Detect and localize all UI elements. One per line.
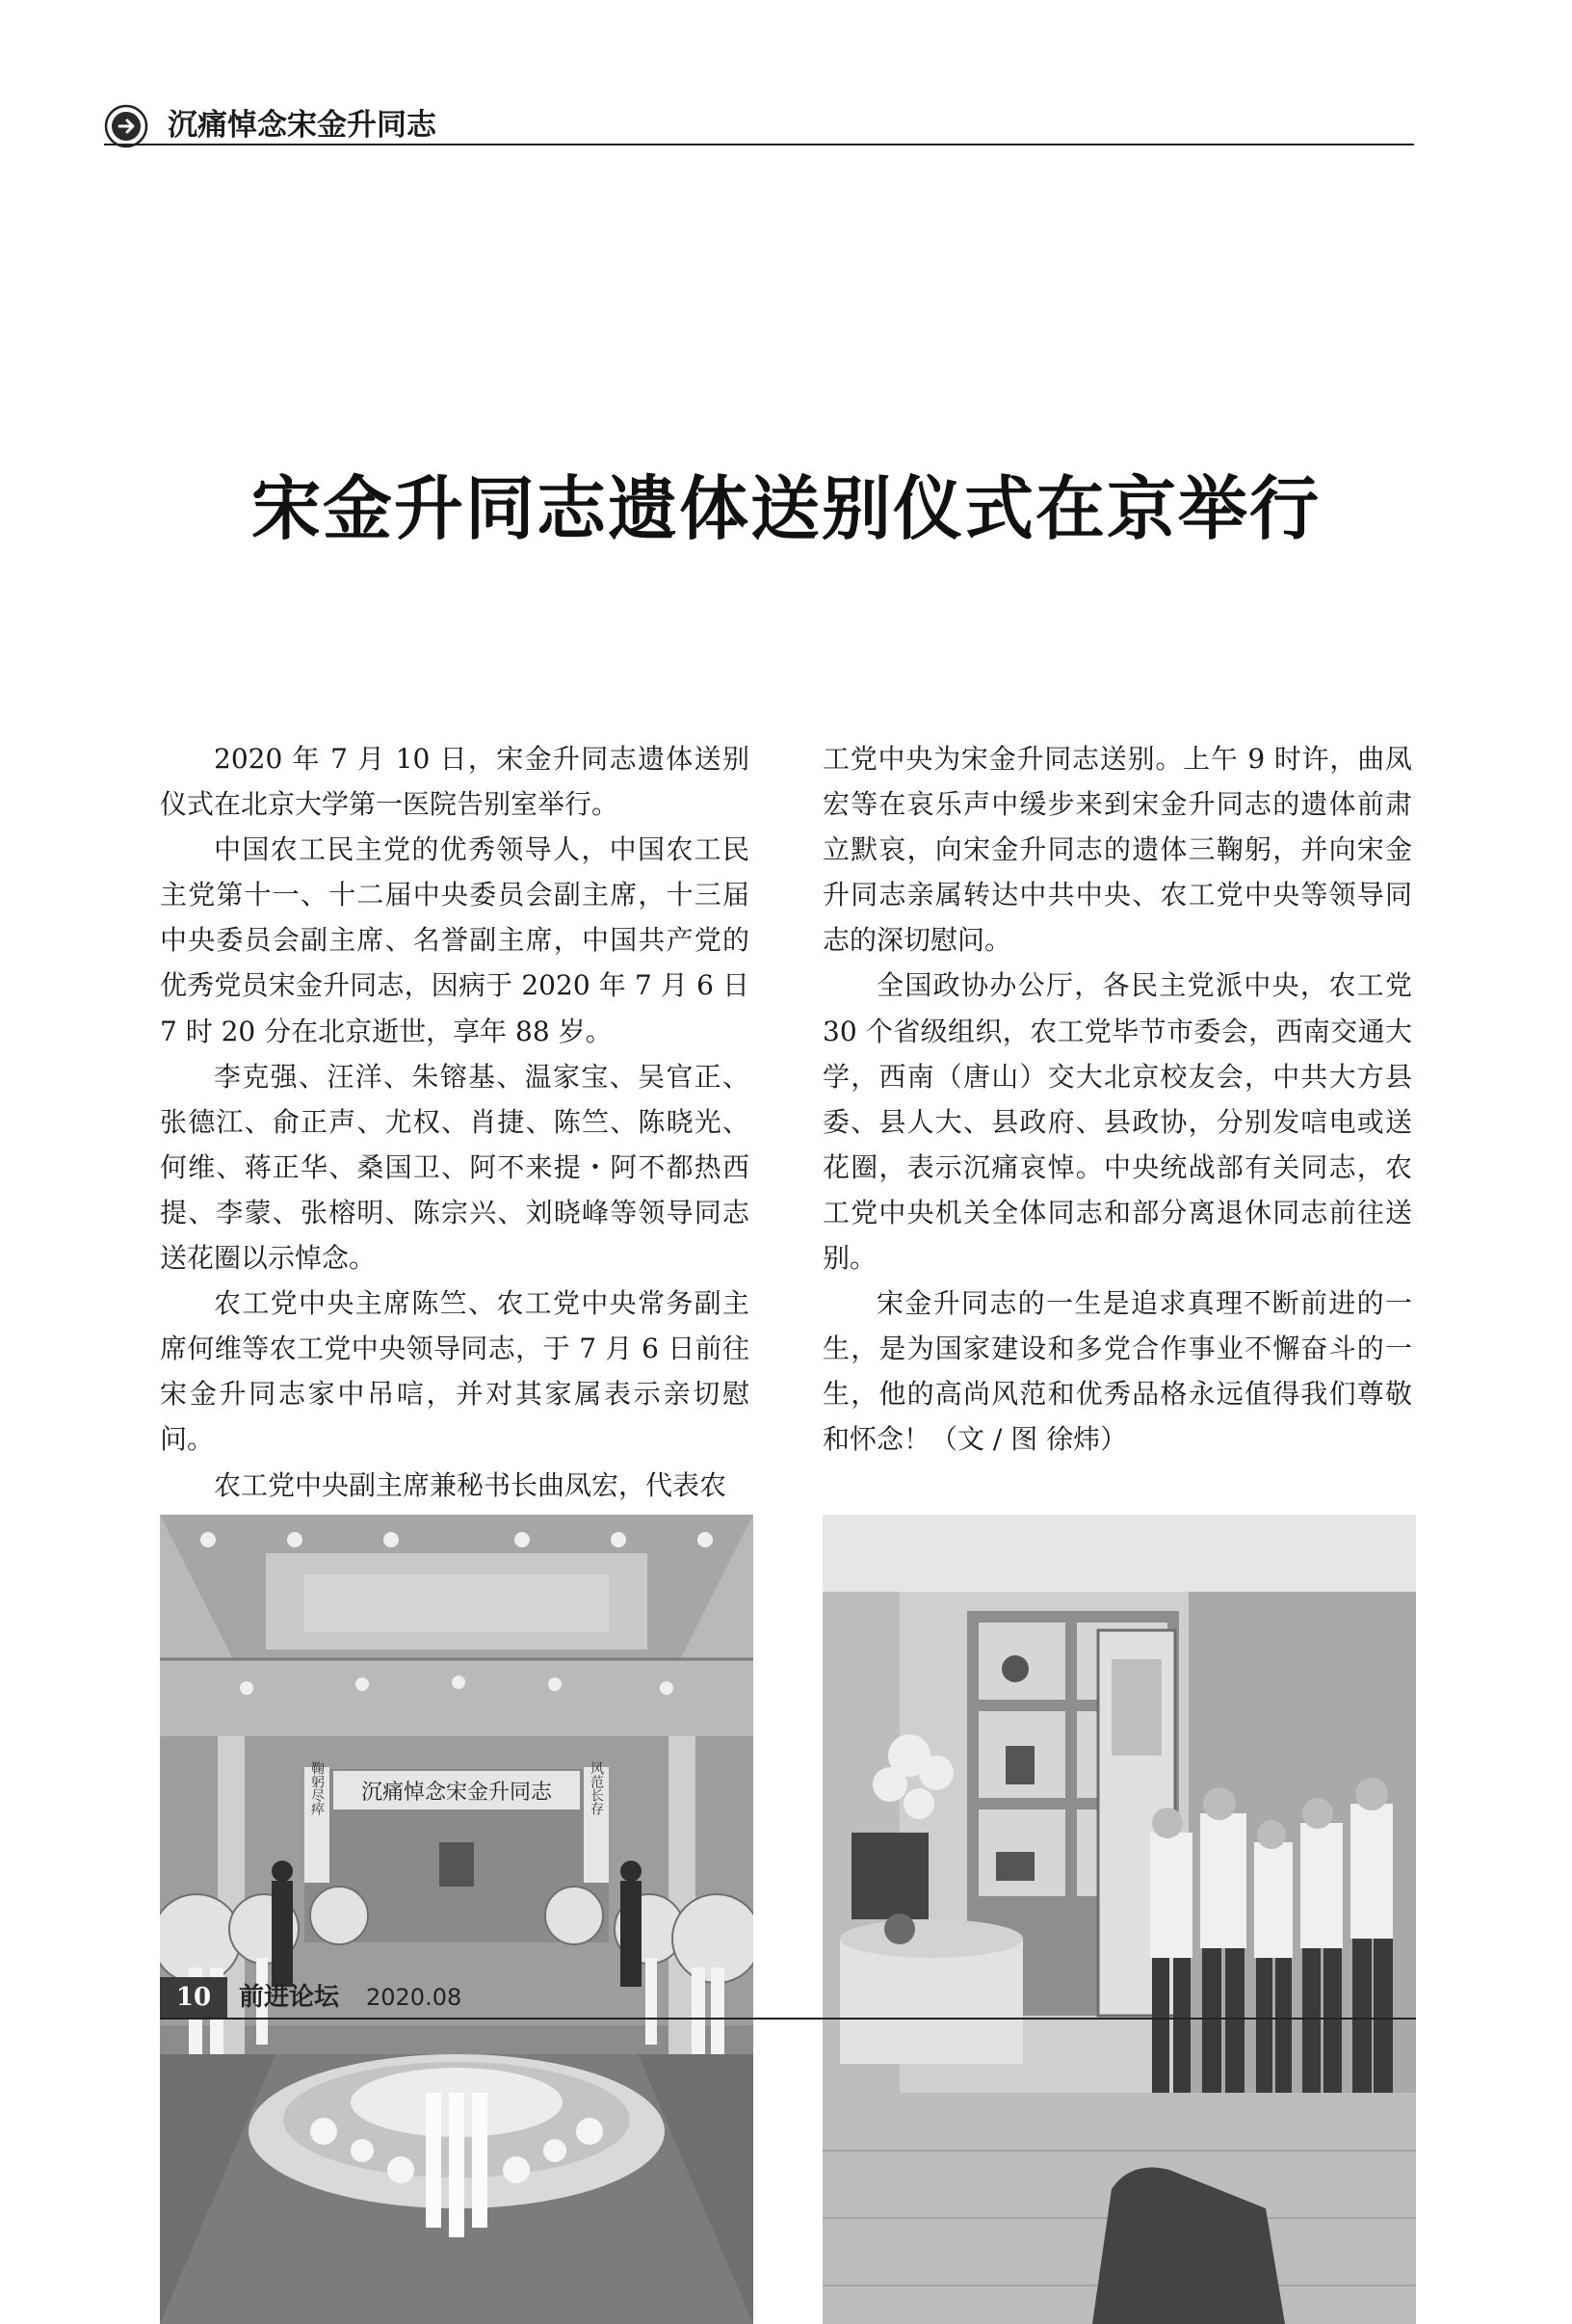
paragraph: 2020 年 7 月 10 日，宋金升同志遗体送别仪式在北京大学第一医院告别室举行。 bbox=[160, 743, 749, 821]
condolence-visit-photo bbox=[823, 1515, 1416, 2324]
article-headline: 宋金升同志遗体送别仪式在京举行 bbox=[250, 468, 1321, 549]
paragraph-continued: 工党中央为宋金升同志送别。上午 9 时许，曲凤宏等在哀乐声中缓步来到宋金升同志的遗体前肃立默哀，向宋金升同志的遗体三鞠躬，并向宋金升同志亲属转达中共中央、农工党中央等领导同志的深切慰问。 bbox=[823, 743, 1412, 957]
paragraph: 农工党中央副主席兼秘书长曲凤宏，代表农 bbox=[214, 1468, 727, 1501]
page-footer bbox=[160, 1977, 1416, 2020]
footer-rule bbox=[160, 2018, 1416, 2020]
couplet-left: 鞠躬尽瘁 bbox=[309, 1761, 325, 1815]
page-number: 10 bbox=[160, 1977, 227, 2018]
magazine-name: 前进论坛 bbox=[239, 1983, 340, 2012]
paragraph: 宋金升同志的一生是追求真理不断前进的一生，是为国家建设和多党合作事业不懈奋斗的一生，他的高尚风范和优秀品格永远值得我们尊敬和怀念！（文 / 图 徐炜） bbox=[823, 1287, 1412, 1456]
paragraph: 李克强、汪洋、朱镕基、温家宝、吴官正、张德江、俞正声、尤权、肖捷、陈竺、陈晓光、何维、蒋正华、桑国卫、阿不来提・阿不都热西提、李蒙、张榕明、陈宗兴、刘晓峰等领导同志送花圈以示悼念。 bbox=[160, 1060, 749, 1275]
left-column bbox=[160, 736, 749, 1508]
right-column bbox=[823, 736, 1412, 1463]
section-title: 沉痛悼念宋金升同志 bbox=[168, 108, 436, 143]
banner-text: 沉痛悼念宋金升同志 bbox=[360, 1781, 553, 1805]
header-rule bbox=[104, 144, 1414, 145]
issue-number: 2020.08 bbox=[366, 1984, 462, 2011]
paragraph: 农工党中央主席陈竺、农工党中央常务副主席何维等农工党中央领导同志，于 7 月 6 日前往宋金升同志家中吊唁，并对其家属表示亲切慰问。 bbox=[160, 1287, 749, 1456]
couplet-right: 风范长存 bbox=[589, 1761, 604, 1815]
circled-arrow-right-icon bbox=[104, 104, 148, 148]
paragraph: 中国农工民主党的优秀领导人，中国农工民主党第十一、十二届中央委员会副主席，十三届中央委员会副主席、名誉副主席，中国共产党的优秀党员宋金升同志，因病于 2020 年 7 月 6 日 7 时 20 分在北京逝世，享年 88 岁。 bbox=[160, 833, 749, 1047]
farewell-hall-photo bbox=[160, 1515, 753, 2324]
paragraph: 全国政协办公厅，各民主党派中央，农工党 30 个省级组织，农工党毕节市委会，西南交通大学，西南（唐山）交大北京校友会，中共大方县委、县人大、县政府、县政协，分别发唁电或送花圈，表示沉痛哀悼。中央统战部有关同志，农工党中央机关全体同志和部分离退休同志前往送别。 bbox=[823, 969, 1412, 1275]
